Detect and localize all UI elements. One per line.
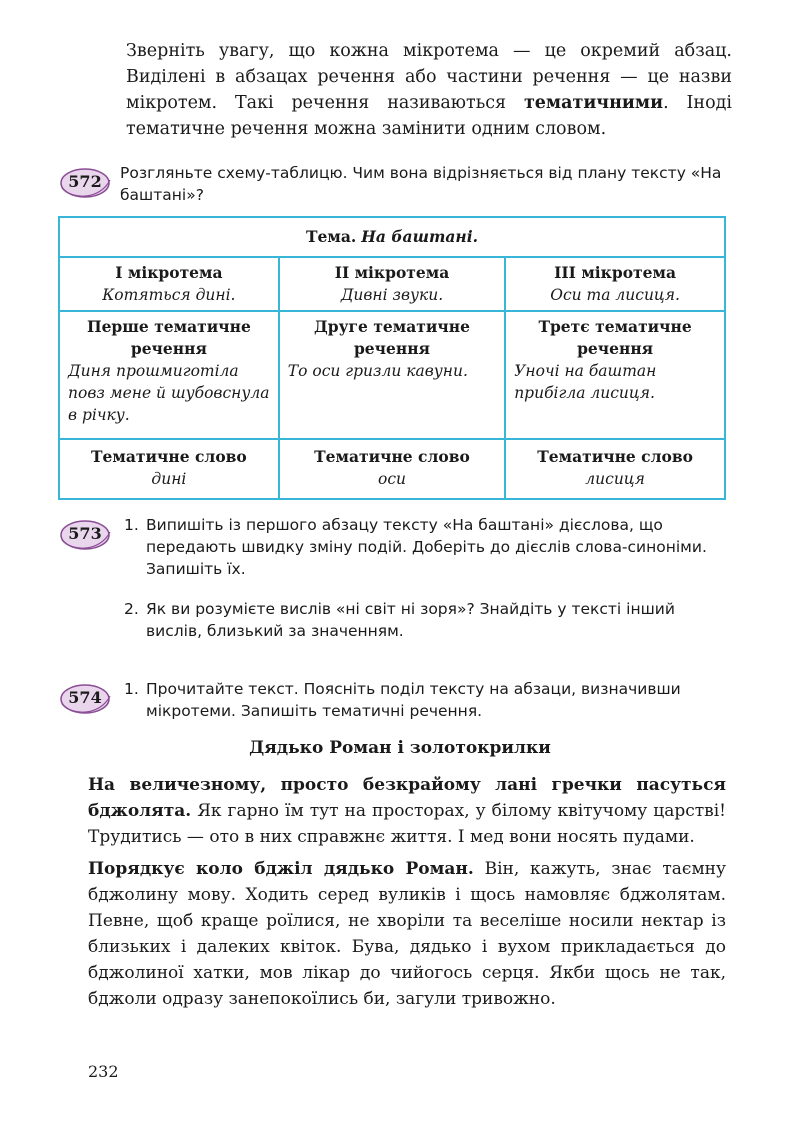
sentence-1-text: Диня прошмиготіла повз мене й шубовснула в річку. [68,362,270,424]
item-text: Випишіть із першого абзацу тексту «На баштані» дієслова, що передають швидку зміну подій. Доберіть до дієслів слова-синоніми. Запишіть їх. [146,516,707,578]
microtheme-3-value: Оси та лисиця. [550,286,680,304]
task-573-badge [58,518,112,552]
sentence-3-text: Уночі на баштан прибігла лисиця. [514,362,657,402]
table-cell [59,257,279,311]
table-microtheme-row [59,257,725,311]
microtheme-3-label: III мікротема [554,263,677,282]
sentence-1-label: Перше тематичне речення [86,317,251,358]
table-topic-cell [59,217,725,257]
microtheme-1-value: Котяться дині. [102,286,236,304]
sentence-2-label: Друге тематичне речення [314,317,470,358]
table-cell [59,311,279,439]
table-word-row [59,439,725,499]
task-572-badge [58,166,112,200]
topic-label: Тема. [306,227,357,246]
word-3-label: Тематичне слово [537,447,693,466]
word-2-label: Тематичне слово [314,447,470,466]
story-paragraph-2 [88,856,726,1012]
story-paragraph-1 [88,772,726,850]
microtheme-2-value: Дивні звуки. [340,286,444,304]
item-number: 1. [124,516,139,534]
task-573-number: 573 [68,524,102,543]
item-number: 1. [124,680,139,698]
microtheme-1-label: I мікротема [115,263,223,282]
table-cell [505,439,725,499]
task-573-item-2 [124,598,728,642]
intro-paragraph [126,38,732,142]
table-sentence-row [59,311,725,439]
topic-value: На баштані. [361,227,478,246]
task-574-number: 574 [68,688,102,707]
table-cell [279,311,505,439]
item-text: Як ви розумієте вислів «ні світ ні зоря»? Знайдіть у тексті інший вислів, близький за значенням. [146,600,675,640]
intro-text-1: Зверніть увагу, що кожна мікротема — це окремий абзац. Виділені в абзацах речення або частини речення — це назви мікротем. Такі речення називаються [126,41,732,113]
sentence-3-label: Третє тематичне речення [538,317,692,358]
story-title: Дядько Роман і золотокрилки [249,738,551,758]
story-p1-bold: На величезному, просто безкрайому лані гречки пасуться бджолята. [88,775,726,821]
table-cell [279,439,505,499]
scheme-table [58,216,726,500]
sentence-2-text: То оси гризли кавуни. [287,362,468,380]
page-number: 232 [88,1062,119,1081]
task-574-badge [58,682,112,716]
table-cell [279,257,505,311]
story-p1-rest: Як гарно їм тут на просторах, у білому квітучому царстві! Трудитись — ото в них справжнє життя. І мед вони носять пудами. [88,801,726,847]
story-p2-rest: Він, кажуть, знає таємну бджолину мову. Ходить серед вуликів і щось намовляє бджолятам. Певне, щоб краще роїлися, не хворіли та веселіше носили нектар із близьких і далеких квіток. Бува, дядько і вухом прикладається до бджолиної хатки, мов лікар до чийогось серця. Якби щось не так, бджоли одразу занепокоїлись би, загули тривожно. [88,859,726,1009]
table-topic-row [59,217,725,257]
story-body [88,772,726,1018]
table-cell [505,311,725,439]
table-cell [505,257,725,311]
task-574-item-1 [124,678,728,722]
item-number: 2. [124,600,139,618]
table-cell [59,439,279,499]
word-1-value: дині [151,470,187,488]
task-573-item-1 [124,514,728,580]
task-572-number: 572 [68,172,102,191]
intro-text-2: . Іноді тематичне речення можна замінити одним словом. [126,93,732,139]
word-1-label: Тематичне слово [91,447,247,466]
item-text: Прочитайте текст. Поясніть поділ тексту на абзаци, визначивши мікротеми. Запишіть тематичні речення. [146,680,681,720]
task-572-text: Розгляньте схему-таблицю. Чим вона відрізняється від плану тексту «На баштані»? [120,164,722,204]
intro-bold-word: тематичними [523,93,664,113]
word-3-value: лисиця [585,470,645,488]
word-2-value: оси [377,470,406,488]
microtheme-2-label: II мікротема [334,263,450,282]
story-p2-bold: Порядкує коло бджіл дядько Роман. [88,859,474,879]
